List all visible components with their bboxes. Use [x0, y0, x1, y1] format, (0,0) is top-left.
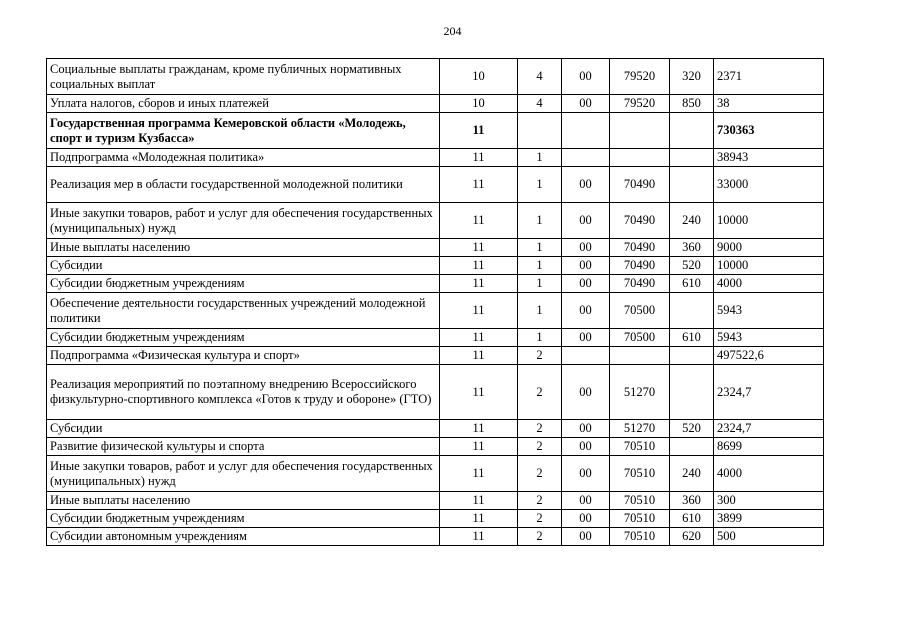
row-amount-cell: 2324,7: [714, 365, 824, 420]
budget-table-body: [47, 59, 824, 546]
row-subsection-cell: 1: [518, 293, 562, 329]
row-program-cell: 00: [562, 239, 610, 257]
row-name-cell: Субсидии автономным учреждениям: [47, 528, 440, 546]
row-name-cell: Субсидии бюджетным учреждениям: [47, 510, 440, 528]
row-expense-type-cell: [670, 149, 714, 167]
row-target-article-cell: 70490: [610, 167, 670, 203]
row-program-cell: 00: [562, 275, 610, 293]
row-target-article-cell: 70510: [610, 456, 670, 492]
budget-table: [46, 58, 824, 546]
row-section-cell: 11: [440, 456, 518, 492]
row-name-cell: Субсидии бюджетным учреждениям: [47, 329, 440, 347]
row-expense-type-cell: 610: [670, 329, 714, 347]
table-row: [47, 203, 824, 239]
table-row: [47, 510, 824, 528]
row-name-cell: Иные выплаты населению: [47, 239, 440, 257]
table-row: [47, 329, 824, 347]
row-expense-type-cell: [670, 113, 714, 149]
row-amount-cell: 4000: [714, 456, 824, 492]
row-subsection-cell: 1: [518, 239, 562, 257]
row-name-cell: Субсидии: [47, 257, 440, 275]
row-target-article-cell: [610, 347, 670, 365]
row-amount-cell: 2324,7: [714, 420, 824, 438]
row-name-cell: Социальные выплаты гражданам, кроме публичных нормативных социальных выплат: [47, 59, 440, 95]
row-expense-type-cell: 240: [670, 203, 714, 239]
row-program-cell: 00: [562, 59, 610, 95]
row-expense-type-cell: [670, 167, 714, 203]
row-target-article-cell: 70510: [610, 438, 670, 456]
row-subsection-cell: 1: [518, 203, 562, 239]
row-subsection-cell: 1: [518, 167, 562, 203]
row-target-article-cell: [610, 113, 670, 149]
row-amount-cell: 5943: [714, 293, 824, 329]
row-program-cell: 00: [562, 95, 610, 113]
row-target-article-cell: 79520: [610, 95, 670, 113]
table-row: [47, 438, 824, 456]
row-target-article-cell: [610, 149, 670, 167]
table-row: [47, 492, 824, 510]
row-name-cell: Подпрограмма «Физическая культура и спорт»: [47, 347, 440, 365]
table-row: [47, 275, 824, 293]
row-expense-type-cell: [670, 365, 714, 420]
row-amount-cell: 38943: [714, 149, 824, 167]
row-section-cell: 11: [440, 257, 518, 275]
row-name-cell: Обеспечение деятельности государственных учреждений молодежной политики: [47, 293, 440, 329]
row-target-article-cell: 51270: [610, 420, 670, 438]
row-section-cell: 11: [440, 492, 518, 510]
row-section-cell: 11: [440, 365, 518, 420]
row-subsection-cell: 1: [518, 257, 562, 275]
row-target-article-cell: 70490: [610, 203, 670, 239]
row-program-cell: [562, 149, 610, 167]
row-target-article-cell: 79520: [610, 59, 670, 95]
row-program-cell: 00: [562, 510, 610, 528]
row-amount-cell: 5943: [714, 329, 824, 347]
row-section-cell: 10: [440, 95, 518, 113]
row-amount-cell: 10000: [714, 203, 824, 239]
table-row: [47, 347, 824, 365]
row-amount-cell: 8699: [714, 438, 824, 456]
row-name-cell: Уплата налогов, сборов и иных платежей: [47, 95, 440, 113]
table-row: [47, 59, 824, 95]
row-target-article-cell: 70510: [610, 492, 670, 510]
row-expense-type-cell: 320: [670, 59, 714, 95]
row-expense-type-cell: 610: [670, 275, 714, 293]
row-name-cell: Иные закупки товаров, работ и услуг для обеспечения государственных (муниципальных) нужд: [47, 203, 440, 239]
row-amount-cell: 2371: [714, 59, 824, 95]
row-subsection-cell: [518, 113, 562, 149]
row-section-cell: 11: [440, 203, 518, 239]
row-section-cell: 11: [440, 275, 518, 293]
row-amount-cell: 38: [714, 95, 824, 113]
row-expense-type-cell: 360: [670, 492, 714, 510]
row-section-cell: 11: [440, 113, 518, 149]
row-name-cell: Реализация мероприятий по поэтапному внедрению Всероссийского физкультурно-спортивного комплекса «Готов к труду и обороне» (ГТО): [47, 365, 440, 420]
row-expense-type-cell: 620: [670, 528, 714, 546]
table-row: [47, 95, 824, 113]
row-section-cell: 11: [440, 347, 518, 365]
row-expense-type-cell: [670, 293, 714, 329]
row-program-cell: 00: [562, 329, 610, 347]
table-row: [47, 365, 824, 420]
row-name-cell: Субсидии: [47, 420, 440, 438]
table-row: [47, 528, 824, 546]
row-program-cell: 00: [562, 438, 610, 456]
row-subsection-cell: 2: [518, 347, 562, 365]
row-subsection-cell: 1: [518, 329, 562, 347]
row-name-cell: Государственная программа Кемеровской области «Молодежь, спорт и туризм Кузбасса»: [47, 113, 440, 149]
table-row: [47, 420, 824, 438]
row-expense-type-cell: 520: [670, 257, 714, 275]
row-name-cell: Развитие физической культуры и спорта: [47, 438, 440, 456]
row-section-cell: 11: [440, 420, 518, 438]
row-section-cell: 11: [440, 149, 518, 167]
table-row: [47, 293, 824, 329]
row-name-cell: Иные закупки товаров, работ и услуг для обеспечения государственных (муниципальных) нужд: [47, 456, 440, 492]
row-program-cell: [562, 347, 610, 365]
row-program-cell: 00: [562, 456, 610, 492]
row-subsection-cell: 2: [518, 365, 562, 420]
row-program-cell: 00: [562, 293, 610, 329]
row-subsection-cell: 1: [518, 275, 562, 293]
row-expense-type-cell: 610: [670, 510, 714, 528]
row-expense-type-cell: 850: [670, 95, 714, 113]
row-program-cell: 00: [562, 528, 610, 546]
row-target-article-cell: 70500: [610, 293, 670, 329]
table-row: [47, 257, 824, 275]
row-program-cell: [562, 113, 610, 149]
row-section-cell: 11: [440, 239, 518, 257]
row-amount-cell: 300: [714, 492, 824, 510]
row-target-article-cell: 70510: [610, 528, 670, 546]
row-section-cell: 11: [440, 167, 518, 203]
row-name-cell: Подпрограмма «Молодежная политика»: [47, 149, 440, 167]
row-program-cell: 00: [562, 257, 610, 275]
table-row: [47, 167, 824, 203]
row-name-cell: Иные выплаты населению: [47, 492, 440, 510]
row-expense-type-cell: 240: [670, 456, 714, 492]
row-subsection-cell: 4: [518, 95, 562, 113]
row-amount-cell: 33000: [714, 167, 824, 203]
row-program-cell: 00: [562, 167, 610, 203]
row-subsection-cell: 2: [518, 492, 562, 510]
row-expense-type-cell: [670, 438, 714, 456]
table-row: [47, 113, 824, 149]
row-subsection-cell: 4: [518, 59, 562, 95]
row-program-cell: 00: [562, 420, 610, 438]
row-name-cell: Реализация мер в области государственной молодежной политики: [47, 167, 440, 203]
row-target-article-cell: 51270: [610, 365, 670, 420]
row-amount-cell: 3899: [714, 510, 824, 528]
row-section-cell: 11: [440, 510, 518, 528]
row-expense-type-cell: [670, 347, 714, 365]
row-amount-cell: 9000: [714, 239, 824, 257]
table-row: [47, 149, 824, 167]
row-amount-cell: 500: [714, 528, 824, 546]
row-subsection-cell: 2: [518, 510, 562, 528]
row-subsection-cell: 2: [518, 528, 562, 546]
row-amount-cell: 730363: [714, 113, 824, 149]
row-amount-cell: 497522,6: [714, 347, 824, 365]
row-subsection-cell: 1: [518, 149, 562, 167]
row-subsection-cell: 2: [518, 420, 562, 438]
row-target-article-cell: 70500: [610, 329, 670, 347]
row-expense-type-cell: 360: [670, 239, 714, 257]
row-section-cell: 10: [440, 59, 518, 95]
row-subsection-cell: 2: [518, 456, 562, 492]
row-target-article-cell: 70510: [610, 510, 670, 528]
row-target-article-cell: 70490: [610, 239, 670, 257]
row-section-cell: 11: [440, 528, 518, 546]
row-expense-type-cell: 520: [670, 420, 714, 438]
row-amount-cell: 10000: [714, 257, 824, 275]
table-row: [47, 239, 824, 257]
row-program-cell: 00: [562, 492, 610, 510]
row-program-cell: 00: [562, 203, 610, 239]
row-target-article-cell: 70490: [610, 275, 670, 293]
row-section-cell: 11: [440, 329, 518, 347]
row-name-cell: Субсидии бюджетным учреждениям: [47, 275, 440, 293]
table-row: [47, 456, 824, 492]
row-section-cell: 11: [440, 293, 518, 329]
row-target-article-cell: 70490: [610, 257, 670, 275]
page-number: 204: [443, 24, 462, 38]
row-subsection-cell: 2: [518, 438, 562, 456]
row-amount-cell: 4000: [714, 275, 824, 293]
row-section-cell: 11: [440, 438, 518, 456]
row-program-cell: 00: [562, 365, 610, 420]
